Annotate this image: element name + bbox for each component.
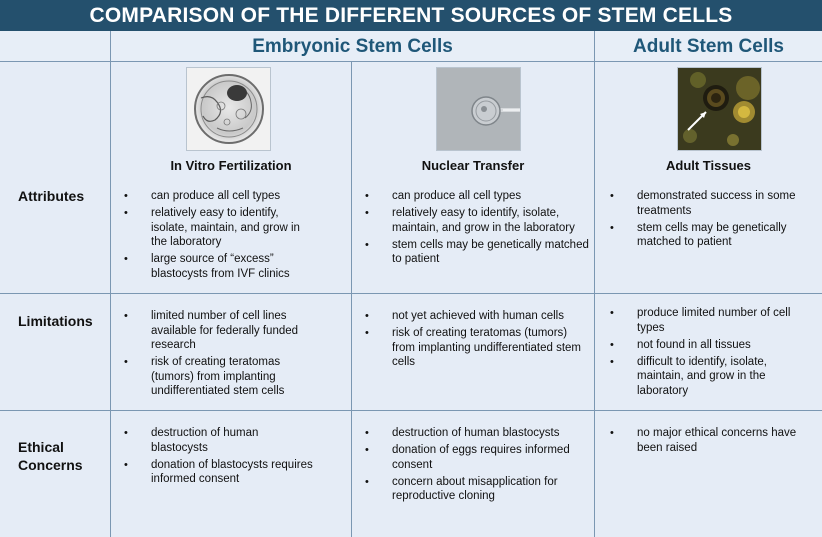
list-item: • difficult to identify, isolate, maintain, and grow in the laboratory [610,355,795,399]
row-label-line: Ethical [18,439,64,455]
limitations-adult-list [610,306,795,401]
ethics-ivf-list [124,426,314,489]
grid-line [0,61,822,62]
list-item: • destruction of human blastocysts [365,426,590,441]
list-item: • large source of “excess” blastocysts from IVF clinics [124,252,314,281]
ethics-adult-list [610,426,800,458]
row-label-line: Concerns [18,457,83,473]
grid-line [351,61,352,537]
limitations-nt-list [365,309,590,372]
list-item: • donation of eggs requires informed consent [365,443,590,472]
list-item: • concern about misapplication for reproductive cloning [365,475,590,504]
list-item: • risk of creating teratomas (tumors) from implanting undifferentiated stem cells [124,355,314,399]
ethics-nt-list [365,426,590,506]
list-item: • destruction of human blastocysts [124,426,314,455]
list-item: • donation of blastocysts requires informed consent [124,458,314,487]
adult-header: Adult Stem Cells [595,31,822,61]
list-item: • can produce all cell types [365,189,590,204]
grid-line [0,293,822,294]
list-item: • no major ethical concerns have been raised [610,426,800,455]
column-subtitle: Nuclear Transfer [421,158,525,173]
attributes-nt-list [365,189,590,269]
table-title: COMPARISON OF THE DIFFERENT SOURCES OF STEM CELLS [0,0,822,31]
grid-line [0,410,822,411]
blastocyst-micrograph [186,67,271,151]
list-item: • produce limited number of cell types [610,306,795,335]
list-item: • can produce all cell types [124,189,314,204]
list-item: • limited number of cell lines available for federally funded research [124,309,314,353]
limitations-ivf-list [124,309,314,401]
list-item: • not found in all tissues [610,338,795,353]
attributes-ivf-list [124,189,314,284]
column-subtitle: Adult Tissues [665,158,751,173]
row-label-ethical [18,438,83,474]
column-subtitle: In Vitro Fertilization [170,158,292,173]
list-item: • not yet achieved with human cells [365,309,590,324]
attributes-adult-list [610,189,810,252]
list-item: • stem cells may be genetically matched to patient [610,221,810,250]
corner-header-cell [0,31,110,61]
nuclear-transfer-micrograph [436,67,521,151]
list-item: • relatively easy to identify, isolate, maintain, and grow in the laboratory [124,206,314,250]
row-label-limitations: Limitations [18,313,93,329]
list-item: • risk of creating teratomas (tumors) from implanting undifferentiated stem cells [365,326,590,370]
embryonic-header: Embryonic Stem Cells [111,31,594,61]
list-item: • stem cells may be genetically matched to patient [365,238,590,267]
list-item: • relatively easy to identify, isolate, maintain, and grow in the laboratory [365,206,590,235]
adult-tissue-micrograph [677,67,762,151]
grid-line [594,31,595,537]
grid-line [110,31,111,537]
list-item: • demonstrated success in some treatments [610,189,810,218]
row-label-attributes: Attributes [18,188,85,204]
